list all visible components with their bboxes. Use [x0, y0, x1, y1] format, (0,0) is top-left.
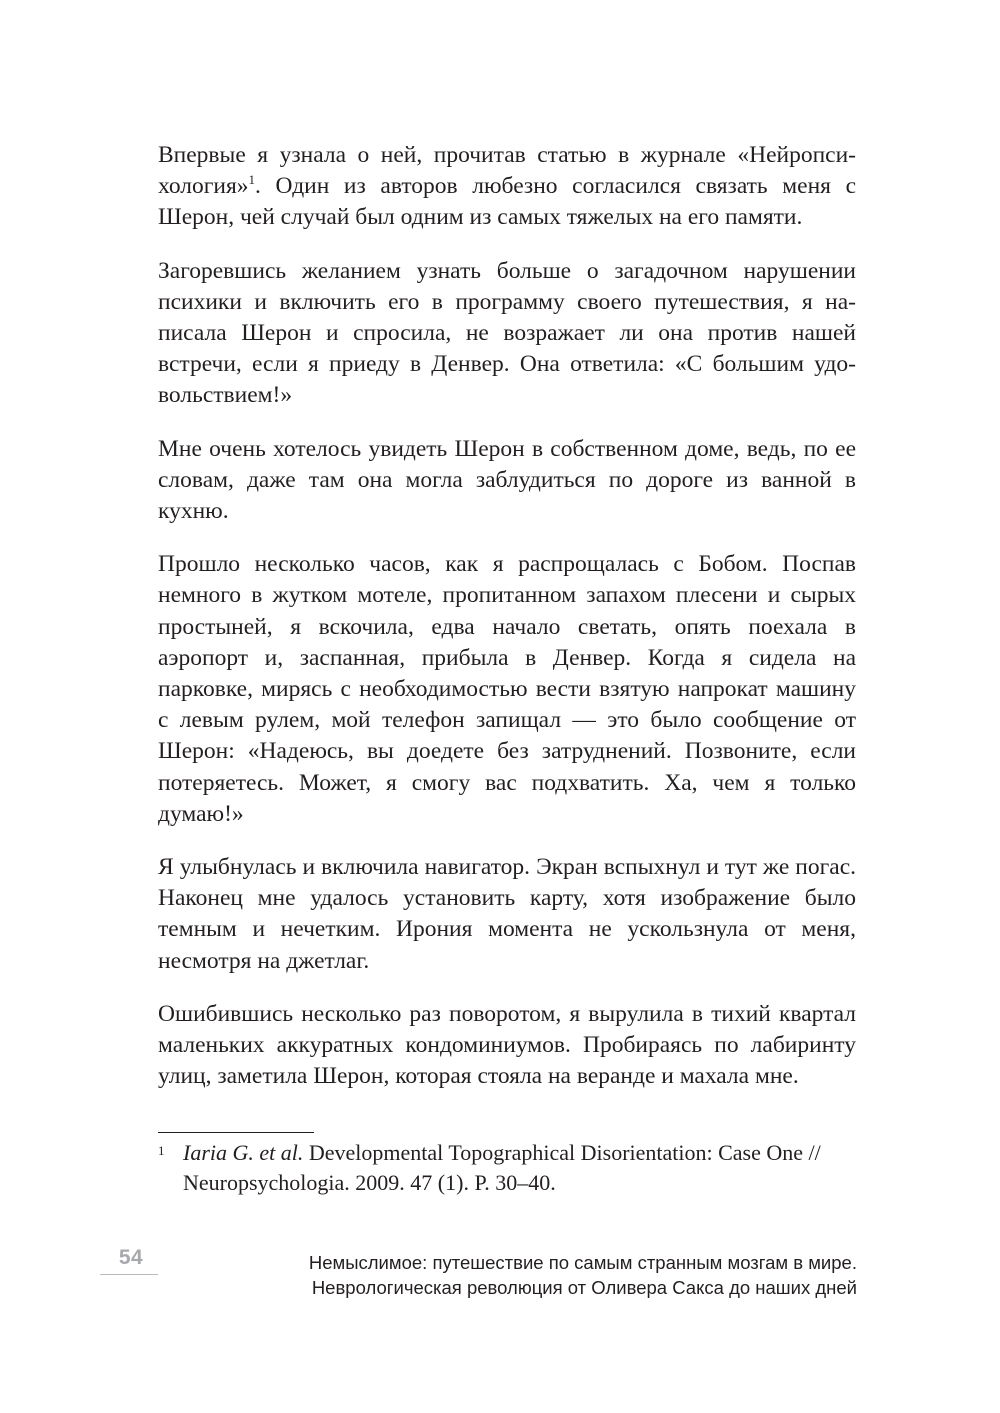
running-head-line-2: Неврологическая революция от Оливера Сакса до наших дней: [311, 1277, 857, 1298]
page-number: 54: [118, 1246, 144, 1269]
running-head: [217, 1250, 857, 1300]
running-head-line-1: Немыслимое: путешествие по самым странным мозгам в мире.: [308, 1252, 857, 1273]
footnote-divider: [158, 1132, 314, 1133]
footnote-authors: Iaria G. et al.: [183, 1140, 304, 1165]
body-text: [158, 140, 856, 1114]
footnote-mark: 1: [158, 1143, 165, 1158]
paragraph-5: Я улыбнулась и включила навигатор. Экран вспыхнул и тут же погас. Наконец мне удалось установить карту, хотя изображение было темным и нечетким. Ирония момента не ускользнула от меня, несмотря на джетлаг.: [158, 854, 856, 974]
footnote-reference: 1: [248, 172, 256, 188]
paragraph-1-text-end: . Один из авторов любезно согласился связать меня с Шерон, чей случай был одним из самых тяжелых на его памяти.: [158, 173, 856, 231]
paragraph-4: Прошло несколько часов, как я распрощалась с Бобом. Поспав немного в жутком мотеле, пропитанном запахом плесени и сырых простыней, я вскочила, едва начало светать, опять поехала в аэропорт и, заспанная, прибыла в Денвер. Когда я сидела на парковке, мирясь с необходимостью вести взятую напрокат машину с левым рулем, мой телефон запищал — это было сообщение от Шерон: «Надеюсь, вы доедете без затруднений. Позвоните, если потеряетесь. Может, я смогу вас подхватить. Ха, чем я только думаю!»: [158, 551, 856, 827]
footnote: [158, 1138, 858, 1198]
page-number-rule: [100, 1274, 158, 1275]
footnote-body: [183, 1138, 858, 1198]
paragraph-6: Ошибившись несколько раз поворотом, я вырулила в тихий квартал маленьких аккуратных кондоминиумов. Пробираясь по лабиринту улиц, заметила Шерон, которая стояла на веранде и махала мне.: [158, 1000, 856, 1090]
paragraph-3: Мне очень хотелось увидеть Шерон в собственном доме, ведь, по ее словам, даже там она могла заблудиться по дороге из ванной в кухню.: [158, 435, 856, 525]
footnote-citation: Developmental Topographical Disorientation: Case One // Neuropsychologia. 2009. 47 (1). P. 30–40.: [183, 1140, 821, 1195]
paragraph-1-text-start: Впервые я узнала о ней, прочитав статью в журнале «Нейропсихология»: [158, 142, 856, 200]
paragraph-1: [158, 140, 856, 234]
paragraph-2: Загоревшись желанием узнать больше о загадочном нарушении психики и включить его в программу своего путешествия, я написала Шерон и спросила, не возражает ли она против нашей встречи, если я приеду в Денвер. Она ответила: «С большим удовольствием!»: [158, 257, 856, 409]
